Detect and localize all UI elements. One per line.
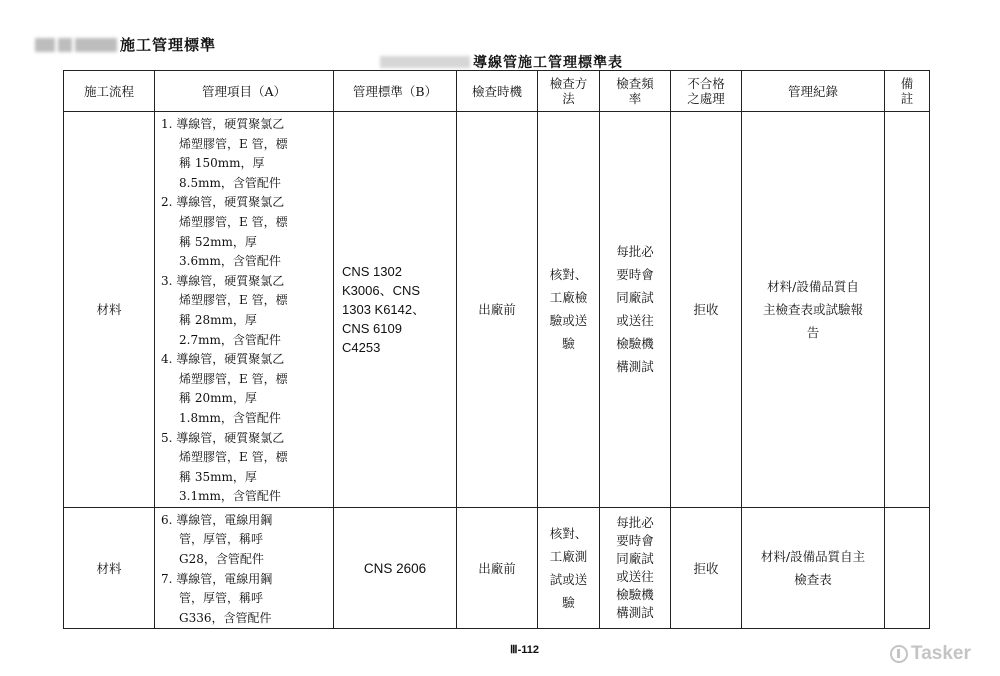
management-standard-table xyxy=(63,70,930,629)
remarks-cell xyxy=(885,112,930,508)
standard-cell: CNS 2606 xyxy=(334,507,457,629)
record-cell: 材料/設備品質自主 檢查表 xyxy=(742,507,885,629)
method-cell: 核對、 工廠測 試或送 驗 xyxy=(538,507,600,629)
col-items: 管理項目（A） xyxy=(155,71,334,112)
list-item: 3. 導線管，硬質聚氯乙 烯塑膠管，E 管，標 稱 28mm，厚 2.7mm，含管配件 xyxy=(161,273,288,347)
brand-watermark xyxy=(890,643,971,665)
table-row xyxy=(64,507,930,629)
remarks-cell xyxy=(885,507,930,629)
record-cell: 材料/設備品質自 主檢查表或試驗報 告 xyxy=(742,112,885,508)
nonconformity-cell: 拒收 xyxy=(671,507,742,629)
col-process: 施工流程 xyxy=(64,71,155,112)
frequency-cell: 每批必 要時會 同廠試 或送往 檢驗機 構測試 xyxy=(600,507,671,629)
col-nonconformity: 不合格 之處理 xyxy=(671,71,742,112)
list-item: 6. 導線管，電線用鋼 管，厚管，稱呼 G28，含管配件 xyxy=(161,512,273,567)
header-row xyxy=(64,71,930,112)
brand-name: Tasker xyxy=(911,643,971,664)
frequency-cell: 每批必 要時會 同廠試 或送往 檢驗機 構測試 xyxy=(600,112,671,508)
redacted-text xyxy=(75,38,117,52)
list-item: 4. 導線管，硬質聚氯乙 烯塑膠管，E 管，標 稱 20mm，厚 1.8mm，含管配件 xyxy=(161,352,288,425)
timing-cell: 出廠前 xyxy=(457,112,538,508)
process-cell: 材料 xyxy=(64,112,155,508)
redacted-text xyxy=(58,38,72,52)
items-cell xyxy=(155,507,334,629)
col-timing: 檢查時機 xyxy=(457,71,538,112)
table-title xyxy=(380,52,623,72)
page-header xyxy=(35,34,216,55)
table-row xyxy=(64,112,930,508)
nonconformity-cell: 拒收 xyxy=(671,112,742,508)
col-frequency: 檢查頻 率 xyxy=(600,71,671,112)
table-title-text: 導線管施工管理標準表 xyxy=(473,55,623,71)
list-item: 5. 導線管，硬質聚氯乙 烯塑膠管，E 管，標 稱 35mm，厚 3.1mm，含管配件 xyxy=(161,430,288,504)
redacted-text xyxy=(35,38,55,52)
redacted-text xyxy=(380,56,470,68)
standard-cell: CNS 1302 K3006、CNS 1303 K6142、 CNS 6109 C4253 xyxy=(334,112,457,508)
method-cell: 核對、 工廠檢 驗或送 驗 xyxy=(538,112,600,508)
list-item: 2. 導線管，硬質聚氯乙 烯塑膠管，E 管，標 稱 52mm，厚 3.6mm，含管配件 xyxy=(161,195,288,269)
col-standard: 管理標準（B） xyxy=(334,71,457,112)
timing-cell: 出廠前 xyxy=(457,507,538,629)
tasker-logo-icon xyxy=(890,645,908,663)
col-method: 檢查方 法 xyxy=(538,71,600,112)
process-cell: 材料 xyxy=(64,507,155,629)
header-text: 施工管理標準 xyxy=(120,36,217,54)
items-cell xyxy=(155,112,334,508)
col-remarks: 備 註 xyxy=(885,71,930,112)
list-item: 1. 導線管，硬質聚氯乙 烯塑膠管，E 管，標 稱 150mm，厚 8.5mm，含管配件 xyxy=(161,117,288,190)
col-record: 管理紀錄 xyxy=(742,71,885,112)
list-item: 7. 導線管，電線用鋼 管，厚管，稱呼 G336，含管配件 xyxy=(161,571,273,625)
page-number: Ⅲ-112 xyxy=(510,644,539,656)
